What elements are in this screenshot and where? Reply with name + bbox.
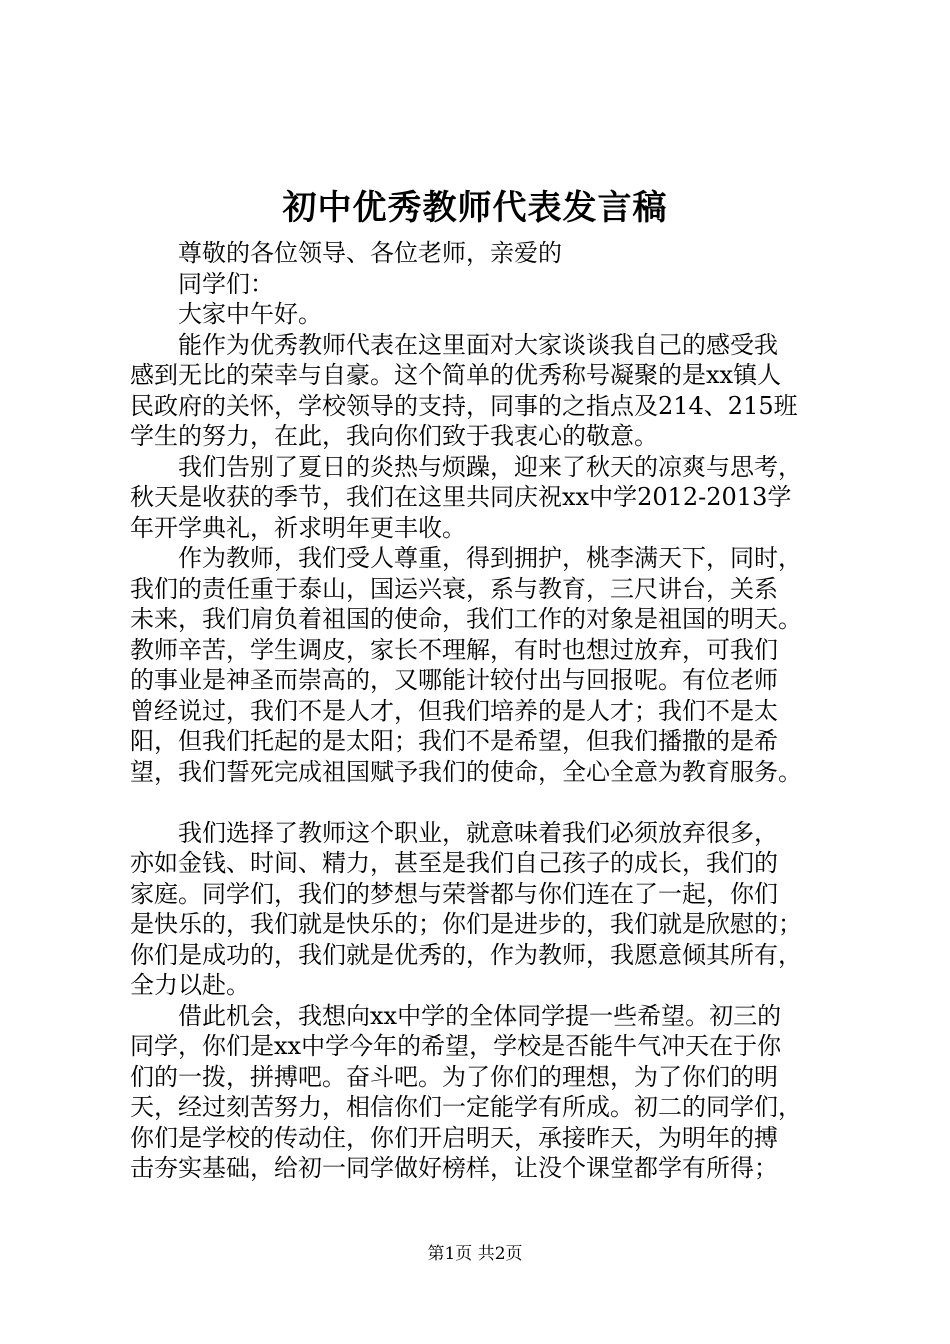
text-line: 感到无比的荣幸与自豪。这个简单的优秀称号凝聚的是xx镇人 [130,361,782,389]
text-line: 年开学典礼，祈求明年更丰收。 [130,513,466,542]
page-footer: 第1页 共2页 [427,1244,523,1264]
text-line: 我们选择了教师这个职业，就意味着我们必须放弃很多， [178,818,778,847]
text-line: 我们的责任重于泰山，国运兴衰，系与教育，三尺讲台，关系 [130,574,778,603]
text-line: 天，经过刻苦努力，相信你们一定能学有所成。初二的同学们， [130,1093,802,1121]
text-line: 借此机会，我想向xx中学的全体同学提一些希望。初三的 [178,1001,782,1030]
text-line: 尊敬的各位领导、各位老师，亲爱的 [178,239,562,267]
text-line: 们的一拨，拼搏吧。奋斗吧。为了你们的理想，为了你们的明 [130,1062,778,1091]
text-line: 能作为优秀教师代表在这里面对大家谈谈我自己的感受我 [178,330,778,359]
text-line: 未来，我们肩负着祖国的使命，我们工作的对象是祖国的明天。 [130,605,802,633]
text-line: 学生的努力，在此，我向你们致于我衷心的敬意。 [130,422,658,450]
text-line: 曾经说过，我们不是人才，但我们培养的是人才；我们不是太 [130,696,778,725]
text-line: 击夯实基础，给初一同学做好榜样，让没个课堂都学有所得； [130,1154,778,1182]
text-line: 大家中午好。 [178,300,322,328]
text-line: 民政府的关怀，学校领导的支持，同事的之指点及214、215班 [130,391,798,420]
text-line: 的事业是神圣而崇高的，又哪能计较付出与回报呢。有位老师 [130,666,778,694]
blank-line [130,787,850,818]
text-line: 教师辛苦，学生调皮，家长不理解，有时也想过放弃，可我们 [130,635,778,664]
text-line: 作为教师，我们受人尊重，得到拥护，桃李满天下，同时， [178,544,802,572]
text-line: 你们是成功的，我们就是优秀的，作为教师，我愿意倾其所有， [130,940,802,969]
text-line: 同学们： [178,269,274,298]
text-line: 亦如金钱、时间、精力，甚至是我们自己孩子的成长，我们的 [130,849,778,877]
text-line: 全力以赴。 [130,971,250,999]
text-line: 家庭。同学们，我们的梦想与荣誉都与你们连在了一起，你们 [130,879,778,908]
text-line: 同学，你们是xx中学今年的希望，学校是否能牛气冲天在于你 [130,1032,782,1060]
text-line: 你们是学校的传动住，你们开启明天，承接昨天，为明年的搏 [130,1123,778,1152]
text-line: 是快乐的，我们就是快乐的；你们是进步的，我们就是欣慰的； [130,910,802,938]
text-line: 阳，但我们托起的是太阳；我们不是希望，但我们播撒的是希 [130,727,778,755]
text-line: 秋天是收获的季节，我们在这里共同庆祝xx中学2012-2013学 [130,483,792,511]
document-title: 初中优秀教师代表发言稿 [282,188,668,228]
text-line: 我们告别了夏日的炎热与烦躁，迎来了秋天的凉爽与思考， [178,452,802,481]
text-line: 望，我们誓死完成祖国赋予我们的使命，全心全意为教育服务。 [130,757,802,786]
document-body [130,238,850,1184]
